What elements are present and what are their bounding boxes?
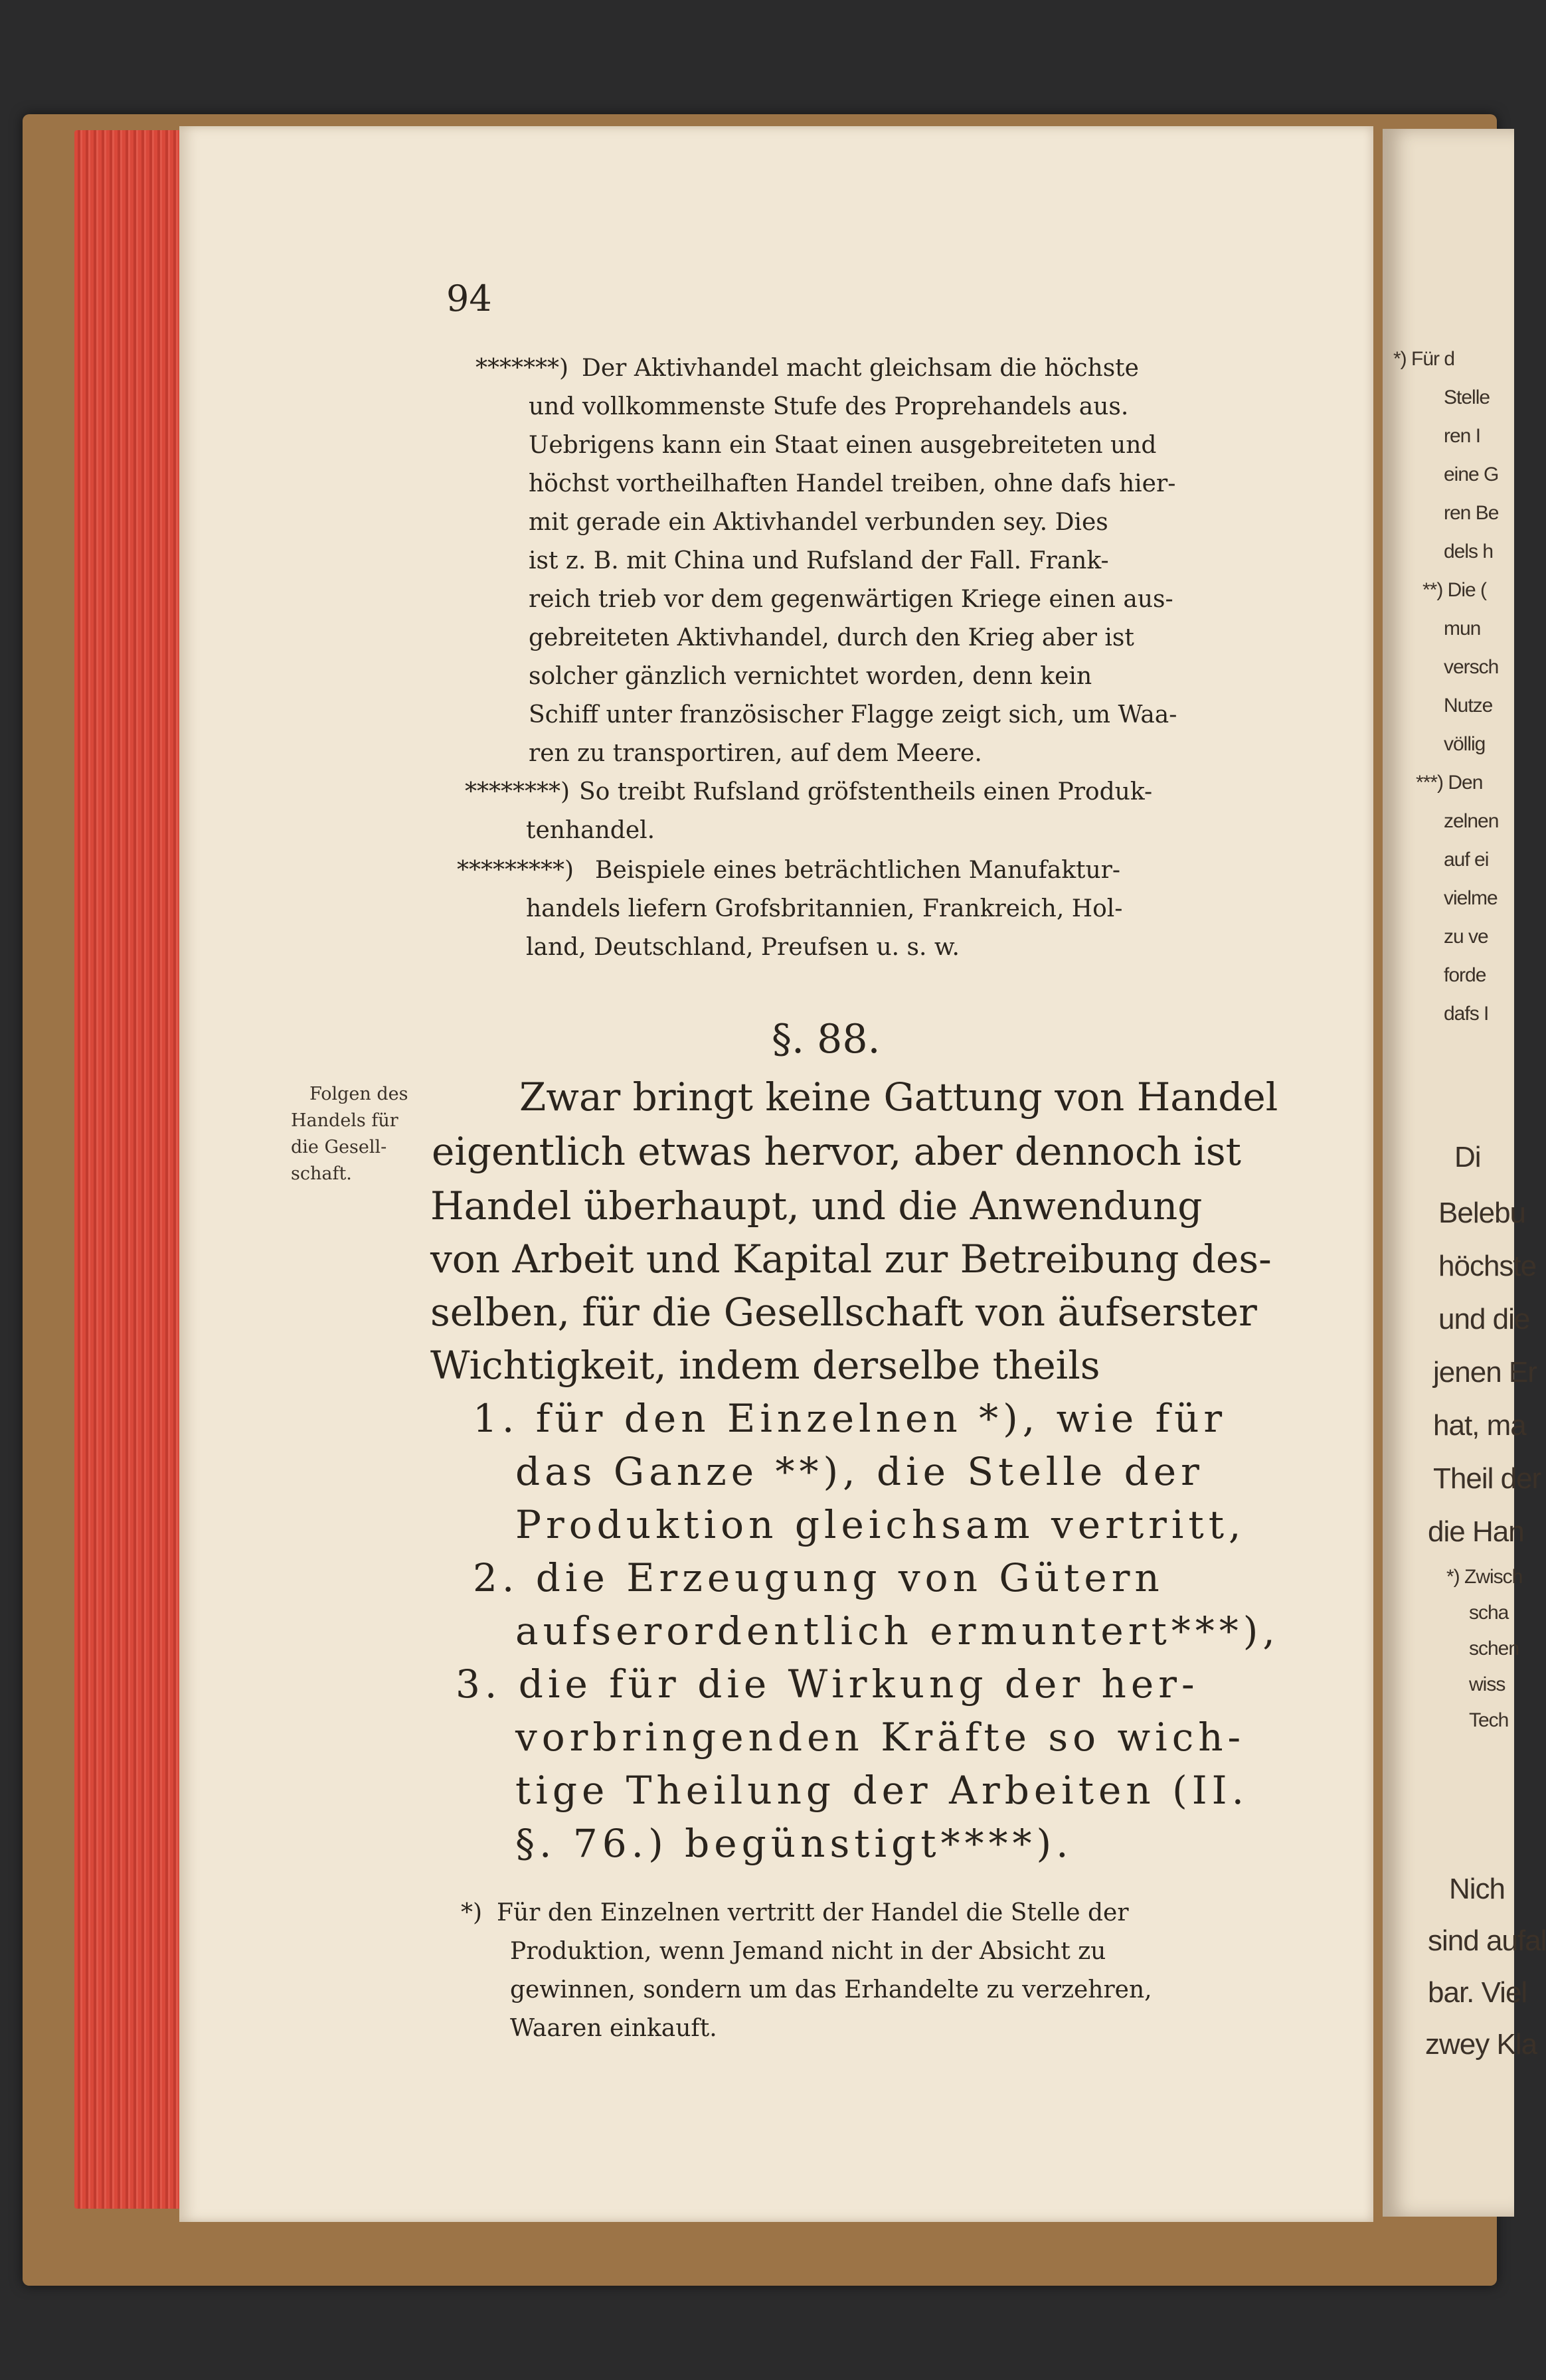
list-line: vorbringenden Kräfte so wich-: [515, 1715, 1246, 1760]
facing-line: dafs I: [1444, 1003, 1489, 1025]
footnote-line: mit gerade ein Aktivhandel verbunden sey. Dies: [529, 509, 1108, 536]
list-line: das Ganze **), die Stelle der: [515, 1449, 1204, 1494]
margin-note-line: Handels für: [291, 1110, 398, 1131]
footnote-line: Der Aktivhandel macht gleichsam die höchste: [582, 355, 1139, 382]
facing-line: dels h: [1444, 541, 1494, 562]
footnote-marker: *): [461, 1899, 483, 1926]
facing-line: höchste: [1438, 1250, 1537, 1282]
footnote-line: reich trieb vor dem gegenwärtigen Kriege einen aus-: [529, 586, 1173, 613]
facing-line: *) Für d: [1393, 348, 1455, 370]
footnote-line: handels liefern Grofsbritannien, Frankreich, Hol-: [526, 895, 1123, 922]
list-line: tige Theilung der Arbeiten (II.: [515, 1768, 1249, 1813]
margin-note-line: schaft.: [291, 1163, 352, 1184]
list-line: aufserordentlich ermuntert***),: [515, 1608, 1280, 1654]
footnote-line: Schiff unter französischer Flagge zeigt sich, um Waa-: [529, 701, 1177, 728]
facing-line: versch: [1444, 656, 1499, 678]
facing-line: und die: [1438, 1303, 1530, 1335]
facing-line: Tech: [1469, 1709, 1509, 1731]
body-line: Handel überhaupt, und die Anwendung: [430, 1183, 1203, 1229]
footnote-line: Produktion, wenn Jemand nicht in der Absicht zu: [510, 1938, 1106, 1965]
facing-line: bar. Viel: [1428, 1976, 1527, 2009]
facing-line: zwey Kla: [1425, 2028, 1537, 2061]
footnote-line: und vollkommenste Stufe des Proprehandels aus.: [529, 393, 1129, 420]
facing-line: mun: [1444, 618, 1481, 639]
facing-line: hat, ma: [1433, 1409, 1526, 1442]
footnote-line: tenhandel.: [526, 817, 655, 844]
facing-line: Di: [1454, 1141, 1481, 1173]
facing-line: ren Be: [1444, 502, 1499, 524]
facing-line: ren I: [1444, 425, 1481, 447]
section-heading: §. 88.: [772, 1016, 881, 1062]
facing-page: [1383, 129, 1546, 2217]
facing-line: sind aufal: [1428, 1924, 1546, 1957]
body-line: Wichtigkeit, indem derselbe theils: [430, 1343, 1100, 1388]
facing-line: **) Die (: [1422, 579, 1487, 601]
facing-line: jenen Er: [1433, 1356, 1537, 1389]
facing-line: zu ve: [1444, 926, 1488, 948]
facing-line: ***) Den: [1416, 772, 1483, 794]
footnote-line: land, Deutschland, Preufsen u. s. w.: [526, 934, 960, 961]
list-line: 2. die Erzeugung von Gütern: [473, 1555, 1164, 1600]
body-line: Zwar bringt keine Gattung von Handel: [519, 1074, 1278, 1120]
facing-line: Belebu: [1438, 1197, 1526, 1229]
list-line: 1. für den Einzelnen *), wie für: [473, 1396, 1227, 1441]
footnote-line: So treibt Rufsland gröfstentheils einen Produk-: [579, 778, 1153, 806]
body-line: selben, für die Gesellschaft von äufserster: [430, 1290, 1257, 1335]
footnote-marker: ********): [465, 778, 570, 806]
page-number: 94: [446, 278, 492, 319]
facing-line: schen: [1469, 1638, 1519, 1659]
facing-line: zelnen: [1444, 810, 1499, 832]
facing-line: vielme: [1444, 887, 1498, 909]
facing-line: eine G: [1444, 464, 1499, 485]
footnote-line: solcher gänzlich vernichtet worden, denn kein: [529, 663, 1092, 690]
facing-line: wiss: [1469, 1673, 1505, 1695]
footnote-line: ist z. B. mit China und Rufsland der Fall. Frank-: [529, 547, 1109, 574]
facing-line: *) Zwisch: [1446, 1566, 1523, 1588]
facing-line: Stelle: [1444, 386, 1490, 408]
footnote-marker: *******): [475, 355, 569, 382]
footnote-line: Für den Einzelnen vertritt der Handel die Stelle der: [497, 1899, 1129, 1926]
facing-line: forde: [1444, 964, 1486, 986]
footnote-line: Uebrigens kann ein Staat einen ausgebreiteten und: [529, 432, 1157, 459]
footnote-line: gewinnen, sondern um das Erhandelte zu verzehren,: [510, 1976, 1152, 2003]
footnote-line: ren zu transportiren, auf dem Meere.: [529, 740, 982, 767]
list-line: 3. die für die Wirkung der her-: [456, 1661, 1199, 1707]
footnote-line: gebreiteten Aktivhandel, durch den Krieg aber ist: [529, 624, 1134, 651]
facing-line: Theil der: [1433, 1462, 1541, 1495]
footnote-line: Waaren einkauft.: [510, 2015, 717, 2042]
footnote-marker: *********): [457, 857, 574, 884]
list-line: Produktion gleichsam vertritt,: [515, 1502, 1246, 1547]
body-line: eigentlich etwas hervor, aber dennoch ist: [432, 1129, 1241, 1174]
margin-note-line: Folgen des: [309, 1084, 408, 1104]
facing-line: auf ei: [1444, 849, 1489, 871]
margin-note-line: die Gesell-: [291, 1137, 387, 1157]
facing-line: scha: [1469, 1602, 1509, 1624]
body-line: von Arbeit und Kapital zur Betreibung des-: [430, 1236, 1272, 1282]
facing-line: völlig: [1444, 733, 1486, 755]
list-line: §. 76.) begünstigt****).: [515, 1821, 1073, 1866]
facing-line: die Han: [1428, 1515, 1524, 1548]
footnote-line: Beispiele eines beträchtlichen Manufaktur-: [595, 857, 1121, 884]
facing-line: Nich: [1449, 1873, 1505, 1905]
footnote-line: höchst vortheilhaften Handel treiben, ohne dafs hier-: [529, 470, 1176, 497]
facing-line: Nutze: [1444, 695, 1493, 717]
